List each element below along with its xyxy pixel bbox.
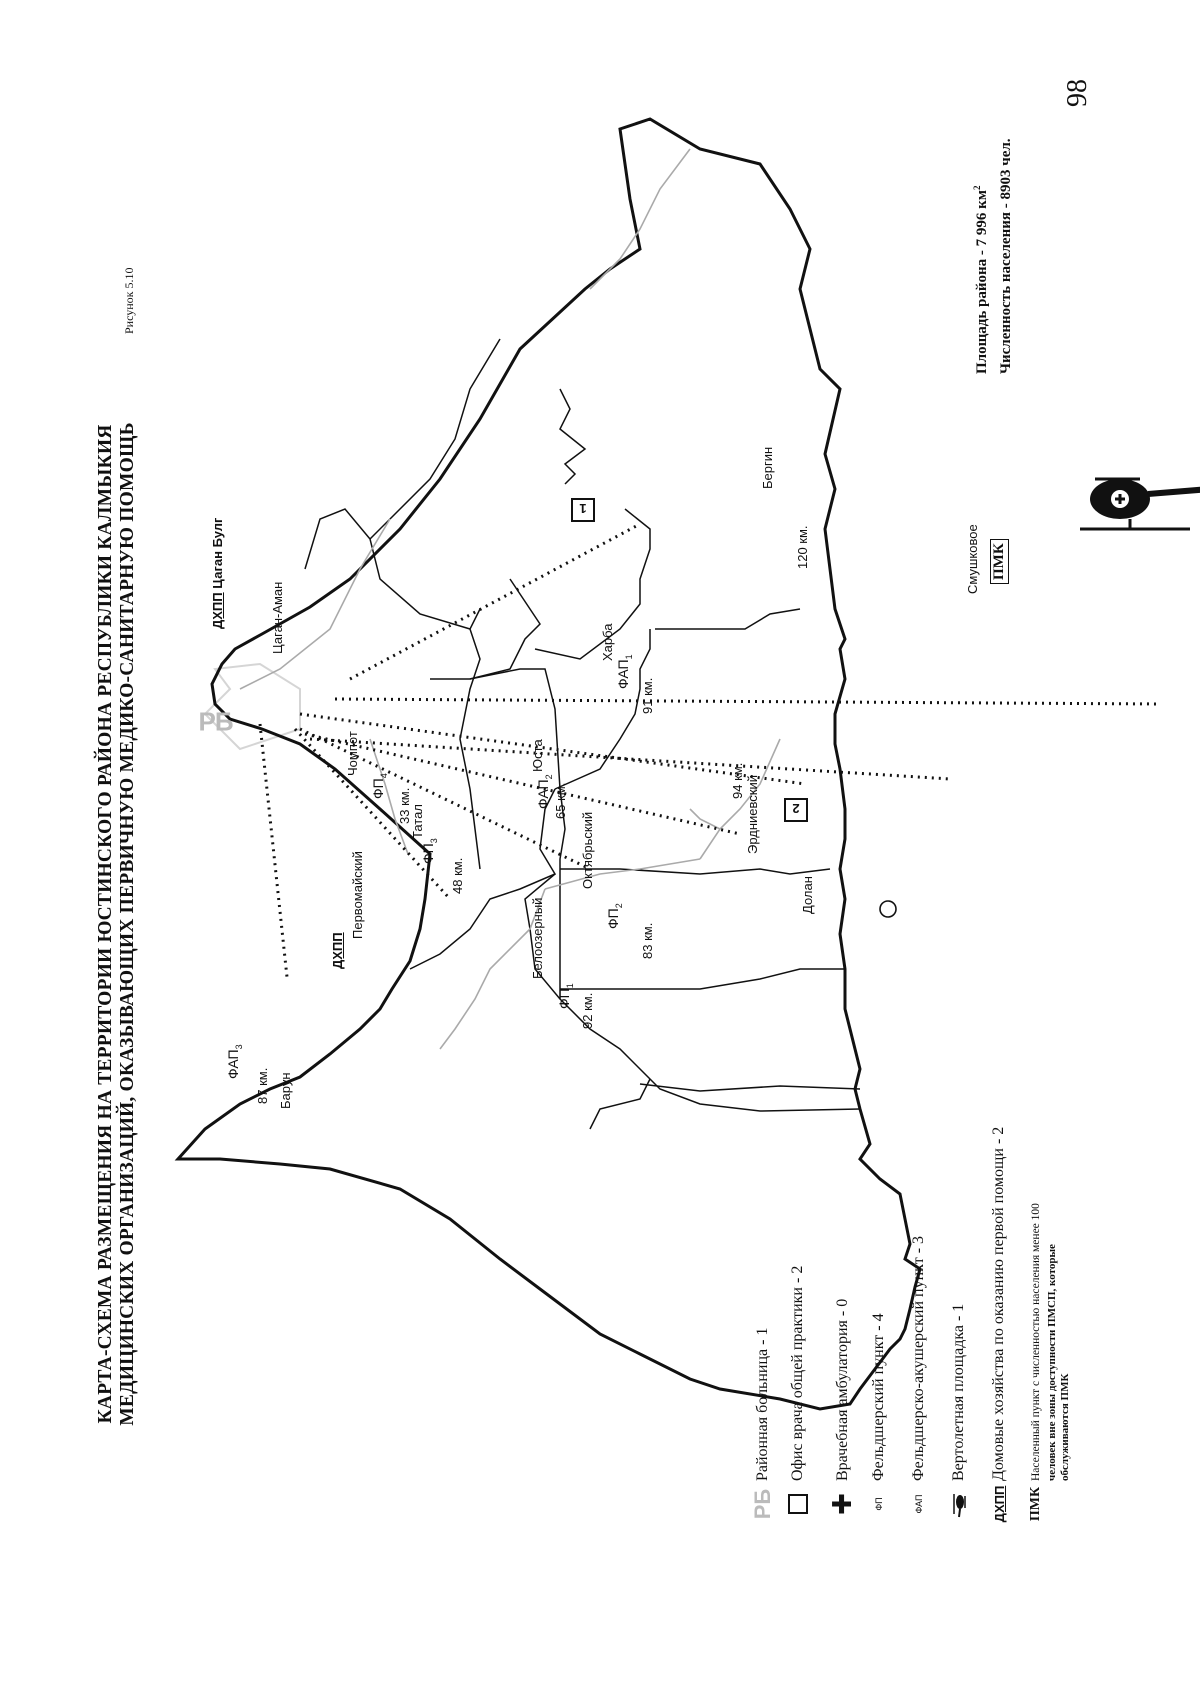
helipad-icon	[951, 1489, 967, 1519]
fap-icon: ФАП	[914, 1494, 924, 1514]
pmk-icon: ПМК	[1028, 1486, 1043, 1522]
map-chompot: Чомпот	[345, 731, 360, 776]
map-dhpp-tsagan-bulg: ДХПП Цаган Булг	[210, 517, 225, 629]
map-fp3: $ФП_3$	[420, 838, 439, 864]
map-fap1: $ФАП_1$	[615, 654, 634, 689]
map-tsagan-aman: Цаган-Аман	[270, 581, 285, 654]
map-bergin: Бергин	[760, 446, 775, 489]
map-pmk: ПМК	[990, 539, 1009, 584]
map-fap3: $ФАП_3$	[225, 1044, 244, 1079]
map-d-yusta: 65 км.	[553, 782, 568, 819]
map-beloozerny: Белоозерный	[530, 897, 545, 979]
map-d-belo: 92 км.	[580, 992, 595, 1029]
map-d-bergin: 120 км.	[795, 525, 810, 569]
legend-item-ambulatory: ✚ Врачебная амбулатория - 0	[828, 1299, 858, 1519]
map-fap2: $ФАП_2$	[535, 774, 554, 809]
district-stats	[965, 138, 1018, 374]
map-barun: Барун	[278, 1072, 293, 1109]
map-dhpp-perv: ДХПП	[330, 932, 345, 969]
map-rb-label: РБ	[198, 706, 233, 737]
legend-item-helipad: Вертолетная площадка - 1	[950, 1304, 968, 1519]
map-kharba: Харба	[600, 623, 615, 661]
map-d-okt: 83 км.	[640, 922, 655, 959]
district-population: Численность населения - 8903 чел.	[998, 138, 1014, 374]
map-d-barun: 87 км.	[255, 1067, 270, 1104]
page-number: 98	[1062, 79, 1093, 107]
district-area: Площадь района - 7 996 $км^2$	[972, 185, 990, 374]
map-d-tatal: 48 км.	[450, 857, 465, 894]
gp-office-square-icon	[788, 1489, 808, 1519]
gp-office-bergin-number: 1	[579, 501, 587, 516]
map-dolan: Долан	[800, 876, 815, 914]
dhpp-icon: ДХПП	[991, 1485, 1007, 1523]
map-fp2: $ФП_2$	[605, 903, 624, 929]
ambulatory-cross-icon: ✚	[828, 1493, 857, 1515]
map-tatal: Татал	[410, 804, 425, 839]
legend-item-gp-office: Офис врача общей практики - 2	[788, 1266, 808, 1519]
title-line-1: КАРТА-СХЕМА РАЗМЕЩЕНИЯ НА ТЕРРИТОРИИ ЮСТИНСКОГО РАЙОНА РЕСПУБЛИКИ КАЛМЫКИЯ	[95, 424, 116, 1424]
legend-item-dhpp: ДХПП Домовые хозяйства по оказанию первой помощи - 2	[990, 1126, 1007, 1523]
legend-item-pmk: ПМК Населенный пункт с численностью населения менее 100	[1028, 1203, 1043, 1522]
fp-icon: ФП	[874, 1497, 884, 1511]
gp-office-erdnievsky-number: 2	[792, 801, 800, 816]
hospital-rb-icon: РБ	[750, 1488, 775, 1520]
map-fp1: $ФП_1$	[556, 983, 575, 1009]
map-d-kharba: 91 км.	[640, 677, 655, 714]
map-pervomaisky: Первомайский	[350, 851, 365, 939]
figure-label: Рисунок 5.10	[122, 267, 136, 334]
legend-item-fp: ФП Фельдшерский пункт - 4	[870, 1313, 888, 1519]
map-oktyabrsky: Октябрьский	[580, 811, 595, 889]
map-d-chompot: 33 км.	[397, 787, 412, 824]
legend-item-fap: ФАП Фельдшерско-акушерский пункт - 3	[910, 1236, 928, 1519]
map-fp4: $ФП_4$	[370, 773, 389, 799]
map-yusta: Юста	[530, 739, 545, 772]
map-d-erd: 94 км.	[730, 762, 745, 799]
map-erdnievsky: Эрдниевский	[745, 774, 760, 854]
pmk-note: человек вне зоны доступности ПМСП, которые обслуживаются ПМК	[1046, 1244, 1071, 1481]
legend	[750, 899, 1180, 1523]
legend-item-hospital: РБ Районная больница - 1	[750, 1327, 775, 1520]
title-line-2: МЕДИЦИНСКИХ ОРГАНИЗАЦИЙ, ОКАЗЫВАЮЩИХ ПЕРВИЧНУЮ МЕДИКО-САНИТАРНУЮ ПОМОЩЬ	[117, 422, 138, 1426]
map-smushkovoe: Смушковое	[965, 524, 980, 594]
